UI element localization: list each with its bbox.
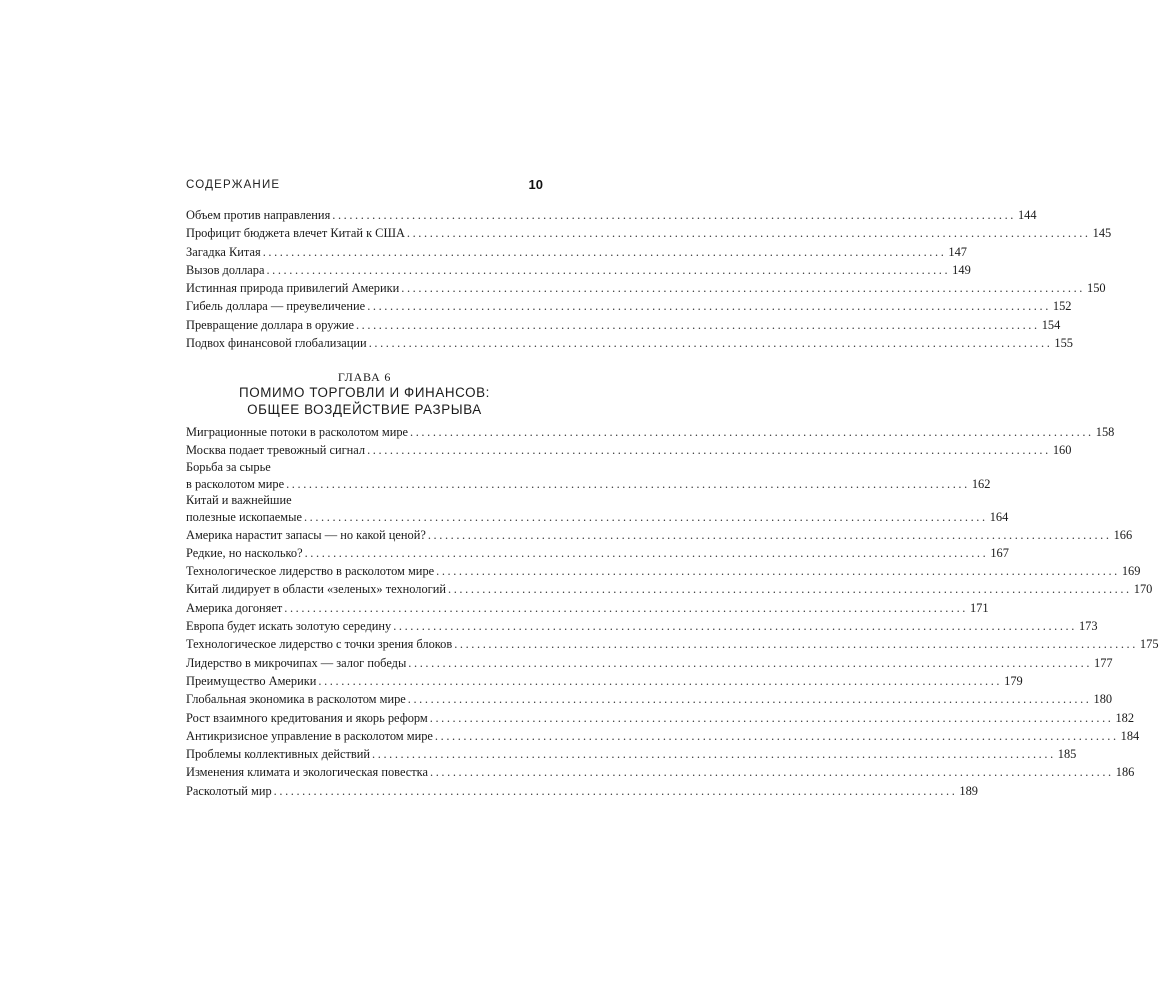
- toc-entry-page: 167: [990, 545, 1009, 560]
- toc-entry-page: 150: [1087, 281, 1106, 296]
- dot-leader: ........................................................................................................................: [318, 673, 1003, 688]
- toc-entry: [186, 316, 1061, 334]
- dot-leader: ........................................................................................................................: [408, 655, 1093, 670]
- toc-entry: [186, 599, 989, 617]
- toc-entry: [186, 423, 1115, 441]
- toc-entry-title: Технологическое лидерство в расколотом мире: [186, 564, 435, 579]
- chapter-heading: [186, 369, 543, 418]
- toc-entry: [186, 224, 1112, 242]
- toc-entry-page: 160: [1052, 443, 1072, 458]
- dot-leader: ........................................................................................................................: [410, 425, 1094, 439]
- dot-leader: ........................................................................................................................: [262, 244, 947, 259]
- dot-leader: ........................................................................................................................: [332, 208, 1016, 222]
- toc-entry-page: 166: [1113, 527, 1133, 542]
- toc-entry-page: 182: [1115, 710, 1135, 725]
- toc-entry-page: 179: [1004, 673, 1023, 688]
- toc-entry-page: 177: [1094, 655, 1113, 670]
- dot-leader: ........................................................................................................................: [430, 765, 1114, 780]
- toc-entry-page: 170: [1133, 582, 1153, 597]
- dot-leader: ........................................................................................................................: [266, 262, 951, 277]
- toc-entry: [186, 562, 1141, 580]
- toc-entry: [186, 441, 1072, 459]
- toc-entry: [186, 206, 1037, 224]
- toc-entry: [186, 243, 967, 261]
- toc-entry-title: Объем против направления: [186, 208, 331, 222]
- toc-entry-page: 152: [1052, 299, 1072, 314]
- toc-entry: [186, 544, 1009, 562]
- dot-leader: ........................................................................................................................: [367, 443, 1051, 458]
- page-header: [186, 177, 543, 197]
- toc-entry-title: Гибель доллара — преувеличение: [186, 299, 366, 314]
- toc-entry-page: 149: [952, 262, 971, 277]
- dot-leader: ........................................................................................................................: [429, 710, 1114, 725]
- toc-entry-title: Вызов доллара: [186, 262, 265, 277]
- toc-entry-title: Превращение доллара в оружие: [186, 317, 354, 332]
- toc-entry-page: 158: [1095, 425, 1115, 439]
- toc-entry-page: 184: [1120, 728, 1140, 743]
- running-title: СОДЕРЖАНИЕ: [186, 179, 281, 191]
- toc-entry: [186, 727, 1140, 745]
- toc-entry: [186, 526, 1133, 544]
- toc-entry-title: Антикризисное управление в расколотом мире: [186, 728, 433, 743]
- toc-entry-title: Преимущество Америки: [186, 673, 317, 688]
- toc-entry-title: Лидерство в микрочипах — залог победы: [186, 655, 407, 670]
- toc-entry-title: Расколотый мир: [186, 783, 272, 798]
- toc-entry-page: 145: [1092, 226, 1112, 241]
- dot-leader: ........................................................................................................................: [407, 692, 1092, 707]
- dot-leader: ........................................................................................................................: [454, 637, 1138, 652]
- toc-entry-title: Глобальная экономика в расколотом мире: [186, 692, 406, 707]
- toc-entry-title: в расколотом мире: [186, 476, 285, 491]
- toc-entry-title: Технологическое лидерство с точки зрения блоков: [186, 637, 453, 652]
- toc-entry-page: 155: [1054, 336, 1073, 351]
- toc-entry: [186, 580, 1153, 598]
- toc-entry-page: 164: [989, 509, 1009, 524]
- toc-entry-title: Истинная природа привилегий Америки: [186, 281, 400, 296]
- toc-entry-title: Изменения климата и экологическая повестка: [186, 765, 429, 780]
- toc-entry: [186, 745, 1077, 763]
- dot-leader: ........................................................................................................................: [427, 527, 1112, 542]
- dot-leader: ........................................................................................................................: [367, 299, 1051, 314]
- toc-entry-page: 154: [1041, 317, 1061, 332]
- toc-entry: [186, 690, 1113, 708]
- toc-entry-title: Москва подает тревожный сигнал: [186, 443, 366, 458]
- toc-entry: [186, 617, 1098, 635]
- chapter-title-line1: ПОМИМО ТОРГОВЛИ И ФИНАНСОВ:: [239, 385, 490, 400]
- dot-leader: ........................................................................................................................: [401, 281, 1085, 296]
- toc-entry: [186, 635, 1159, 653]
- toc-entry-page: 185: [1057, 747, 1077, 762]
- toc-entry-page: 186: [1115, 765, 1135, 780]
- toc-entry: [186, 459, 991, 493]
- dot-leader: ........................................................................................................................: [284, 600, 968, 615]
- dot-leader: ........................................................................................................................: [434, 728, 1119, 743]
- dot-leader: ........................................................................................................................: [393, 619, 1077, 634]
- toc-entry-page: 171: [969, 600, 989, 615]
- dot-leader: ........................................................................................................................: [355, 317, 1040, 332]
- toc-entry: [186, 492, 1009, 526]
- toc-entry-page: 173: [1078, 619, 1098, 634]
- toc-entry: [186, 261, 971, 279]
- toc-entry-title: полезные ископаемые: [186, 509, 302, 524]
- toc-entry-title-line1: Китай и важнейшие: [186, 492, 292, 507]
- toc-entry-title: Миграционные потоки в расколотом мире: [186, 425, 409, 439]
- toc-entry-title: Профицит бюджета влечет Китай к США: [186, 226, 405, 241]
- toc-entry-page: 175: [1139, 637, 1159, 652]
- toc-entry-page: 144: [1017, 208, 1037, 222]
- toc-entry-title: Загадка Китая: [186, 244, 261, 259]
- toc-entry: [186, 672, 1023, 690]
- toc-entry-title: Европа будет искать золотую середину: [186, 619, 392, 634]
- toc-entry-page: 180: [1093, 692, 1113, 707]
- toc-entry-page: 169: [1121, 564, 1141, 579]
- chapter-title-line2: ОБЩЕЕ ВОЗДЕЙСТВИЕ РАЗРЫВА: [247, 401, 482, 417]
- toc-entry: [186, 709, 1135, 727]
- chapter-label: ГЛАВА 6: [337, 370, 392, 384]
- dot-leader: ........................................................................................................................: [273, 783, 958, 798]
- dot-leader: ........................................................................................................................: [448, 582, 1132, 597]
- toc-entry-title: Китай лидирует в области «зеленых» технологий: [186, 582, 447, 597]
- toc-entry-title: Редкие, но насколько?: [186, 545, 303, 560]
- toc-entry-title: Америка нарастит запасы — но какой ценой?: [186, 527, 426, 542]
- toc-entry-page: 162: [971, 476, 991, 491]
- toc-entry-title: Америка догоняет: [186, 600, 283, 615]
- toc-entry-page: 147: [948, 244, 967, 259]
- toc-entry: [186, 297, 1072, 315]
- toc-entry: [186, 279, 1106, 297]
- dot-leader: ........................................................................................................................: [303, 509, 988, 524]
- toc-entry: [186, 654, 1113, 672]
- dot-leader: ........................................................................................................................: [286, 476, 970, 491]
- dot-leader: ........................................................................................................................: [304, 545, 989, 560]
- dot-leader: ........................................................................................................................: [372, 747, 1056, 762]
- toc-entry-title: Рост взаимного кредитования и якорь реформ: [186, 710, 428, 725]
- toc-entry: [186, 782, 978, 800]
- toc-entry-title-line1: Борьба за сырье: [186, 459, 271, 474]
- toc-entry: [186, 763, 1135, 781]
- toc-entry-title: Проблемы коллективных действий: [186, 747, 371, 762]
- page-number: 10: [528, 177, 543, 192]
- toc-section-bottom: [186, 423, 1159, 800]
- toc-entry-title: Подвох финансовой глобализации: [186, 336, 367, 351]
- dot-leader: ........................................................................................................................: [406, 226, 1091, 241]
- toc-entry: [186, 334, 1073, 352]
- dot-leader: ........................................................................................................................: [436, 564, 1120, 579]
- toc-entry-page: 189: [959, 783, 978, 798]
- toc-section-top: [186, 206, 1112, 352]
- dot-leader: ........................................................................................................................: [368, 336, 1053, 351]
